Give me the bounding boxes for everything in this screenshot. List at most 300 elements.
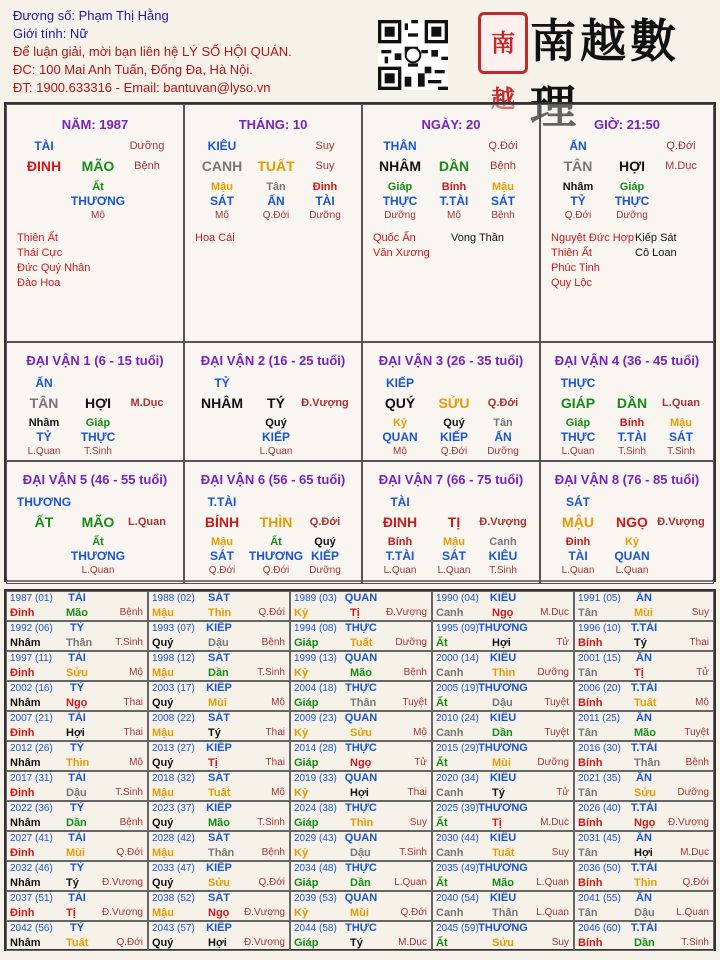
year-phase: Suy [551, 847, 569, 858]
earthly-branch: TUẤT [257, 158, 295, 174]
year-cell [432, 621, 574, 651]
year-star: QUAN [344, 892, 378, 904]
year-star: KIÊU [489, 832, 517, 844]
year-stem: Kỷ [294, 667, 309, 679]
year-cell [6, 771, 148, 801]
year-label: 2042 (56) [10, 923, 53, 934]
year-branch: Tị [492, 817, 502, 829]
hidden-stem: Kỷ [392, 417, 408, 429]
year-branch: Mùi [634, 607, 653, 619]
year-label: 1993 (07) [152, 623, 195, 634]
year-cell [574, 741, 714, 771]
hidden-phase: Mộ [215, 210, 229, 221]
year-phase: T.Sinh [257, 817, 285, 828]
contact-line: Để luận giải, mời bạn liên hệ LÝ SỐ HỘI QUÁN. [13, 44, 292, 59]
special-star: Thiên Ất [17, 232, 58, 244]
year-star: KIÊU [489, 592, 517, 604]
hidden-phase: L.Quan [561, 565, 595, 576]
year-stem: Bính [578, 637, 603, 649]
year-phase: M.Dục [540, 607, 569, 618]
year-cell [6, 681, 148, 711]
year-branch: Mão [66, 607, 88, 619]
year-cell [432, 921, 574, 951]
year-stem: Nhâm [10, 697, 41, 709]
year-star: THỰC [345, 802, 377, 814]
year-star: T.TÀI [630, 802, 658, 814]
chart-grid [4, 102, 716, 582]
earthly-branch: HỢI [85, 395, 111, 411]
year-phase: Tuyệt [544, 727, 569, 738]
year-label: 2027 (41) [10, 833, 53, 844]
year-label: 1990 (04) [436, 593, 479, 604]
year-cell [574, 891, 714, 921]
year-cell [574, 681, 714, 711]
year-branch: Hợi [634, 847, 653, 859]
year-star: TÀI [68, 832, 86, 844]
year-label: 2020 (34) [436, 773, 479, 784]
year-label: 2039 (53) [294, 893, 337, 904]
year-cell [432, 681, 574, 711]
year-cell [148, 831, 290, 861]
year-star: TÀI [68, 592, 86, 604]
ten-god-star: TÀI [34, 139, 54, 153]
special-star: Hoa Cái [195, 232, 235, 244]
year-stem: Đinh [10, 607, 35, 619]
year-branch: Dậu [208, 637, 229, 649]
branch-phase: Đ.Vượng [657, 516, 705, 528]
year-star: THỰC [345, 742, 377, 754]
year-label: 2005 (19) [436, 683, 479, 694]
branch-phase: L.Quan [662, 397, 700, 409]
hidden-phase: L.Quan [259, 446, 293, 457]
year-phase: Thai [123, 697, 143, 708]
year-stem: Bính [578, 877, 603, 889]
year-label: 2031 (45) [578, 833, 621, 844]
year-phase: L.Quan [536, 877, 569, 888]
year-star: QUAN [344, 712, 378, 724]
dai-van-star: ẤN [35, 376, 53, 390]
hidden-phase: T.Sinh [667, 446, 695, 457]
hidden-stem: Canh [489, 536, 517, 548]
year-label: 1989 (03) [294, 593, 337, 604]
year-label: 2006 (20) [578, 683, 621, 694]
dai-van-star: THỰC [560, 376, 596, 390]
year-star: THƯƠNG [478, 742, 528, 754]
hidden-star: THƯƠNG [248, 549, 304, 563]
year-label: 2001 (15) [578, 653, 621, 664]
special-star: Đào Hoa [17, 277, 61, 289]
year-cell [290, 741, 432, 771]
year-cell [290, 651, 432, 681]
year-phase: T.Sinh [115, 637, 143, 648]
year-branch: Sửu [350, 727, 373, 739]
year-phase: Thai [689, 637, 709, 648]
year-branch: Dậu [66, 787, 87, 799]
year-cell [574, 831, 714, 861]
year-branch: Hợi [492, 637, 511, 649]
heavenly-stem: ẤT [34, 514, 54, 530]
year-cell [148, 801, 290, 831]
year-cell [290, 621, 432, 651]
hidden-star: QUAN [382, 430, 418, 444]
year-cell [432, 831, 574, 861]
year-stem: Giáp [294, 637, 319, 649]
hidden-stem: Ất [270, 536, 282, 548]
year-phase: Mộ [129, 757, 143, 768]
hidden-stem: Kỷ [624, 536, 640, 548]
year-phase: Thai [265, 727, 285, 738]
hidden-star: SÁT [210, 549, 234, 563]
year-star: KIÊU [489, 772, 517, 784]
year-branch: Thìn [634, 877, 658, 889]
year-phase: Dưỡng [395, 637, 427, 648]
earthly-branch: TỊ [447, 514, 461, 530]
year-cell [574, 651, 714, 681]
year-label: 2043 (57) [152, 923, 195, 934]
year-label: 2035 (49) [436, 863, 479, 874]
year-star: TÀI [68, 712, 86, 724]
year-phase: Dưỡng [537, 757, 569, 768]
dai-van-title: ĐẠI VẬN 1 (6 - 15 tuổi) [26, 353, 164, 368]
year-branch: Sửu [634, 787, 657, 799]
year-label: 2030 (44) [436, 833, 479, 844]
year-label: 1999 (13) [294, 653, 337, 664]
ten-god-star: ẤN [569, 139, 587, 153]
year-stem: Canh [436, 607, 464, 619]
pillar-title: NĂM: 1987 [61, 117, 129, 132]
year-branch: Dần [492, 727, 513, 739]
year-stem: Đinh [10, 847, 35, 859]
heavenly-stem: NHÂM [201, 395, 243, 411]
year-cell [574, 621, 714, 651]
year-phase: Đ.Vượng [101, 907, 143, 918]
dai-van-star: KIẾP [385, 376, 415, 390]
year-stem: Canh [436, 787, 464, 799]
year-stem: Nhâm [10, 637, 41, 649]
pillar-cell [6, 104, 184, 342]
hidden-stem: Ất [92, 181, 104, 193]
hidden-star: ẤN [494, 430, 512, 444]
year-cell [432, 651, 574, 681]
year-label: 2013 (27) [152, 743, 195, 754]
year-stem: Ất [436, 757, 448, 769]
year-phase: Bệnh [261, 637, 285, 648]
year-star: KIẾP [206, 682, 232, 694]
hidden-star: SÁT [669, 430, 693, 444]
year-label: 2017 (31) [10, 773, 53, 784]
hidden-star: KIẾP [261, 430, 291, 444]
year-branch: Tý [634, 637, 647, 649]
branch-phase: Bệnh [490, 160, 516, 172]
year-star: TÀI [68, 652, 86, 664]
pillar-title: NGÀY: 20 [421, 117, 481, 132]
year-cell [148, 891, 290, 921]
hidden-star: T.TÀI [617, 430, 647, 444]
heavenly-stem: NHÂM [379, 158, 421, 174]
dai-van-cell [362, 342, 540, 461]
year-stem: Đinh [10, 907, 35, 919]
year-label: 2010 (24) [436, 713, 479, 724]
year-phase: Q.Đới [116, 937, 143, 948]
hidden-star: TỶ [36, 430, 52, 444]
year-label: 1994 (08) [294, 623, 337, 634]
year-phase: Thai [265, 757, 285, 768]
special-star: Đức Quý Nhân [17, 262, 91, 274]
earthly-branch: SỬU [438, 395, 470, 411]
year-branch: Tuất [634, 697, 657, 709]
year-cell [432, 711, 574, 741]
year-star: ẤN [636, 832, 652, 844]
hidden-stem: Bính [387, 536, 413, 548]
hidden-star: THỰC [80, 430, 116, 444]
year-star: SÁT [208, 772, 230, 784]
heavenly-stem: TÂN [563, 158, 593, 174]
hidden-star: KIẾP [310, 549, 340, 563]
year-branch: Tuất [350, 637, 373, 649]
earthly-branch: THÌN [259, 514, 293, 530]
year-stem: Nhâm [10, 937, 41, 949]
hidden-phase: L.Quan [561, 446, 595, 457]
star-phase: Q.Đới [488, 140, 518, 152]
year-label: 2044 (58) [294, 923, 337, 934]
year-phase: Dưỡng [537, 667, 569, 678]
year-stem: Tân [578, 787, 598, 799]
dai-van-title: ĐẠI VẬN 2 (16 - 25 tuổi) [200, 353, 346, 368]
hidden-phase: L.Quan [383, 565, 417, 576]
star-phase: Dưỡng [129, 140, 165, 152]
year-cell [6, 861, 148, 891]
year-stem: Quý [152, 637, 174, 649]
special-star: Phúc Tinh [551, 262, 600, 274]
year-phase: Tử [556, 787, 569, 798]
heavenly-stem: MẬU [562, 514, 594, 530]
year-stem: Quý [152, 757, 174, 769]
year-cell [432, 591, 574, 621]
year-label: 2026 (40) [578, 803, 621, 814]
year-star: KIẾP [206, 622, 232, 634]
year-cell [6, 591, 148, 621]
year-star: QUAN [344, 592, 378, 604]
year-stem: Tân [578, 847, 598, 859]
seal-logo: 南越 [478, 12, 528, 74]
year-label: 1987 (01) [10, 593, 53, 604]
year-branch: Mùi [492, 757, 511, 769]
year-stem: Quý [152, 877, 174, 889]
year-stem: Bính [578, 817, 603, 829]
year-branch: Mão [208, 817, 230, 829]
year-label: 2038 (52) [152, 893, 195, 904]
year-stem: Mậu [152, 607, 174, 619]
hidden-phase: Mộ [393, 446, 407, 457]
hidden-phase: Dưỡng [616, 210, 648, 221]
year-cell [574, 861, 714, 891]
branch-phase: Suy [315, 160, 335, 172]
year-branch: Thân [350, 697, 377, 709]
hidden-star: THỰC [560, 430, 596, 444]
year-star: ẤN [636, 712, 652, 724]
year-label: 1995 (09) [436, 623, 479, 634]
year-branch: Mão [492, 877, 514, 889]
hidden-phase: L.Quan [27, 446, 61, 457]
address-line: ĐC: 100 Mai Anh Tuấn, Đống Đa, Hà Nội. [13, 62, 253, 77]
year-branch: Thân [492, 907, 519, 919]
year-branch: Dần [634, 937, 655, 949]
year-cell [148, 741, 290, 771]
dai-van-cell [6, 342, 184, 461]
year-phase: Suy [551, 937, 569, 948]
year-cell [432, 741, 574, 771]
star-phase: Suy [315, 140, 335, 152]
hidden-stem: Mậu [492, 181, 514, 193]
year-star: SÁT [208, 652, 230, 664]
special-star: Thiên Ất [551, 247, 592, 259]
year-stem: Bính [578, 757, 603, 769]
earthly-branch: MÃO [81, 514, 115, 530]
year-branch: Tý [66, 877, 79, 889]
year-star: SÁT [208, 592, 230, 604]
year-label: 2040 (54) [436, 893, 479, 904]
year-cell [290, 591, 432, 621]
year-stem: Giáp [294, 937, 319, 949]
hidden-stem: Mậu [443, 536, 465, 548]
year-phase: Đ.Vượng [667, 817, 709, 828]
heavenly-stem: ĐINH [26, 158, 62, 174]
year-branch: Tý [492, 787, 505, 799]
year-branch: Sửu [492, 937, 515, 949]
hidden-stem: Bính [441, 181, 467, 193]
dai-van-title: ĐẠI VẬN 4 (36 - 45 tuổi) [554, 353, 700, 368]
year-cell [6, 921, 148, 951]
hidden-stem: Quý [314, 536, 336, 548]
year-label: 2018 (32) [152, 773, 195, 784]
year-star: ẤN [636, 772, 652, 784]
year-label: 2028 (42) [152, 833, 195, 844]
year-star: SÁT [208, 832, 230, 844]
year-phase: Thai [407, 787, 427, 798]
yearly-luck-table [4, 589, 716, 951]
header-info [13, 7, 292, 97]
year-stem: Ất [436, 637, 448, 649]
year-star: KIÊU [489, 652, 517, 664]
year-star: TÀI [68, 772, 86, 784]
year-star: TỶ [69, 802, 85, 814]
hidden-star: KIÊU [488, 549, 518, 563]
year-stem: Mậu [152, 847, 174, 859]
year-phase: T.Sinh [399, 847, 427, 858]
year-cell [148, 621, 290, 651]
phone-email-line: ĐT: 1900.633316 - Email: bantuvan@lyso.vn [13, 80, 271, 95]
year-stem: Quý [152, 937, 174, 949]
year-star: QUAN [344, 652, 378, 664]
branch-phase: M.Dục [665, 160, 697, 172]
special-star: Nguyệt Đức Hợp [551, 232, 635, 244]
hidden-phase: Q.Đới [440, 446, 468, 457]
year-cell [6, 831, 148, 861]
year-stem: Mậu [152, 727, 174, 739]
earthly-branch: DẦN [438, 158, 470, 174]
year-branch: Tuất [492, 847, 515, 859]
year-label: 2002 (16) [10, 683, 53, 694]
heavenly-stem: CANH [201, 158, 243, 174]
hidden-star: KIẾP [439, 430, 469, 444]
year-phase: Suy [409, 817, 427, 828]
year-phase: Dưỡng [677, 787, 709, 798]
year-star: QUAN [344, 772, 378, 784]
year-phase: T.Sinh [115, 787, 143, 798]
year-cell [290, 861, 432, 891]
year-branch: Hợi [208, 937, 227, 949]
year-label: 2037 (51) [10, 893, 53, 904]
hidden-stem: Nhâm [562, 181, 594, 193]
year-branch: Tý [208, 727, 221, 739]
year-phase: Đ.Vượng [101, 877, 143, 888]
year-cell [574, 801, 714, 831]
year-stem: Tân [578, 727, 598, 739]
earthly-branch: MÃO [81, 158, 115, 174]
year-label: 2015 (29) [436, 743, 479, 754]
year-label: 2032 (46) [10, 863, 53, 874]
year-phase: M.Dục [398, 937, 427, 948]
pillar-cell [540, 104, 714, 342]
year-branch: Hợi [66, 727, 85, 739]
year-cell [148, 861, 290, 891]
hidden-phase: T.Sinh [489, 565, 517, 576]
year-branch: Thìn [492, 667, 516, 679]
year-stem: Tân [578, 607, 598, 619]
hidden-phase: T.Sinh [618, 446, 646, 457]
year-branch: Thân [66, 637, 93, 649]
hidden-star: T.TÀI [439, 194, 469, 208]
year-label: 2023 (37) [152, 803, 195, 814]
special-star: Thái Cực [17, 247, 63, 259]
year-branch: Tị [208, 757, 218, 769]
hidden-star: ẤN [267, 194, 285, 208]
year-star: KIẾP [206, 742, 232, 754]
year-star: THỰC [345, 922, 377, 934]
heavenly-stem: QUÝ [384, 395, 416, 411]
dai-van-title: ĐẠI VẬN 6 (56 - 65 tuổi) [200, 472, 346, 487]
year-star: QUAN [344, 832, 378, 844]
year-phase: T.Sinh [257, 667, 285, 678]
year-phase: Bệnh [403, 667, 427, 678]
year-label: 2019 (33) [294, 773, 337, 784]
special-star: Quốc Ấn [373, 232, 416, 244]
branch-phase: M.Dục [130, 397, 164, 409]
year-stem: Giáp [294, 757, 319, 769]
year-phase: Bệnh [261, 847, 285, 858]
year-cell [432, 891, 574, 921]
hidden-phase: Dưỡng [309, 210, 341, 221]
year-star: ẤN [636, 892, 652, 904]
year-star: TỶ [69, 862, 85, 874]
year-label: 2000 (14) [436, 653, 479, 664]
year-star: KIẾP [206, 802, 232, 814]
year-cell [290, 801, 432, 831]
year-label: 2007 (21) [10, 713, 53, 724]
year-phase: Tuyệt [544, 697, 569, 708]
pillar-title: GIỜ: 21:50 [593, 117, 660, 132]
branch-phase: Đ.Vượng [479, 516, 527, 528]
dai-van-title: ĐẠI VẬN 3 (26 - 35 tuổi) [378, 353, 524, 368]
year-star: T.TÀI [630, 862, 658, 874]
year-star: THƯƠNG [478, 862, 528, 874]
dai-van-title: ĐẠI VẬN 8 (76 - 85 tuổi) [554, 472, 700, 487]
year-star: ẤN [636, 652, 652, 664]
year-phase: Mộ [413, 727, 427, 738]
year-star: THỰC [345, 622, 377, 634]
dai-van-title: ĐẠI VẬN 7 (66 - 75 tuổi) [378, 472, 524, 487]
hidden-phase: Q.Đới [262, 210, 290, 221]
